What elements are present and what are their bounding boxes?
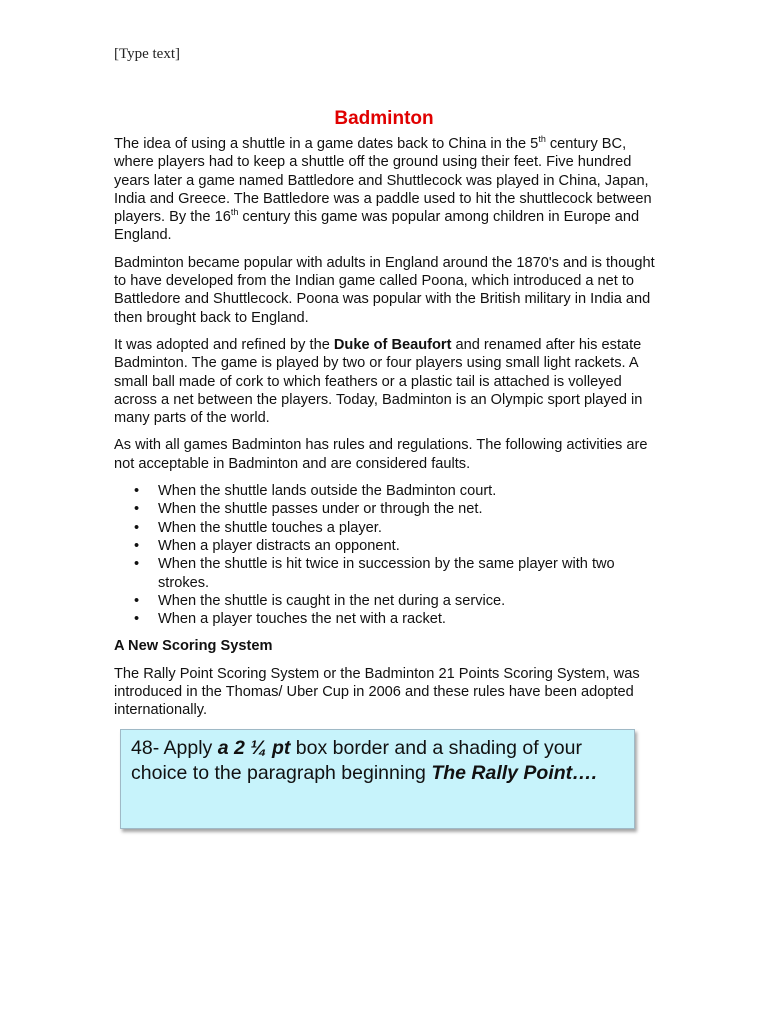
popularity-paragraph: Badminton became popular with adults in England around the 1870's and is thought to have developed from the Indian game called Poona, which introduced a net to Battledore and Shuttlecock. Poona was popular with the British military in India and then brought back to England. (114, 254, 655, 326)
history-paragraph (114, 135, 659, 245)
task-emphasis-paragraph: The Rally Point…. (431, 762, 598, 784)
list-item: • When the shuttle passes under or through the net. (114, 500, 659, 518)
duke-paragraph (114, 336, 659, 427)
history-text-part2: century BC, where players had to keep a shuttle off the ground using their feet. Five hundred years later a game named Battledore and Shuttlecock was played in China, Japan, India and Greece. The Battledore was a paddle used to hit the shuttlecock between players. By the 16 (114, 136, 652, 226)
task-middle: box border and a shading of your choice to the paragraph beginning (131, 737, 582, 784)
list-item: • When the shuttle touches a player. (114, 519, 659, 537)
task-instruction-box (120, 729, 635, 829)
rally-point-paragraph: The Rally Point Scoring System or the Badminton 21 Points Scoring System, was introduced in the Thomas/ Uber Cup in 2006 and these rules have been adopted internationally. (114, 665, 640, 719)
duke-text-before: It was adopted and refined by the (114, 336, 334, 353)
rules-paragraph: As with all games Badminton has rules and regulations. The following activities are not acceptable in Badminton and are considered faults. (114, 437, 648, 472)
list-item: • When a player touches the net with a racket. (114, 610, 659, 628)
list-item: • When the shuttle lands outside the Badminton court. (114, 482, 659, 500)
list-item: • When a player distracts an opponent. (114, 537, 659, 555)
ordinal-suffix: th (538, 134, 546, 144)
duke-bold-name: Duke of Beaufort (333, 336, 452, 353)
task-emphasis-border: a 2 ¼ pt (217, 737, 291, 759)
history-text-part3: century this game was popular among children in Europe and England. (114, 209, 640, 244)
history-text-part1: The idea of using a shuttle in a game dates back to China in the 5 (114, 136, 539, 152)
list-item: • When the shuttle is hit twice in succession by the same player with two strokes. (114, 555, 659, 592)
faults-list (114, 482, 659, 628)
header-placeholder-text: [Type text] (114, 46, 181, 62)
ordinal-suffix: th (230, 207, 239, 218)
task-prefix: 48- Apply (131, 737, 218, 759)
scoring-subheading: A New Scoring System (114, 638, 273, 655)
list-item: • When the shuttle is caught in the net during a service. (114, 592, 659, 610)
document-title: Badminton (334, 108, 434, 129)
duke-text-after: and renamed after his estate Badminton. The game is played by two or four players using small light rackets. A small ball made of cork to which feathers or a plastic tail is attached is volleyed across a net between the players. Today, Badminton is an Olympic sport played in many parts of the world. (114, 336, 643, 427)
document-body (114, 135, 659, 729)
